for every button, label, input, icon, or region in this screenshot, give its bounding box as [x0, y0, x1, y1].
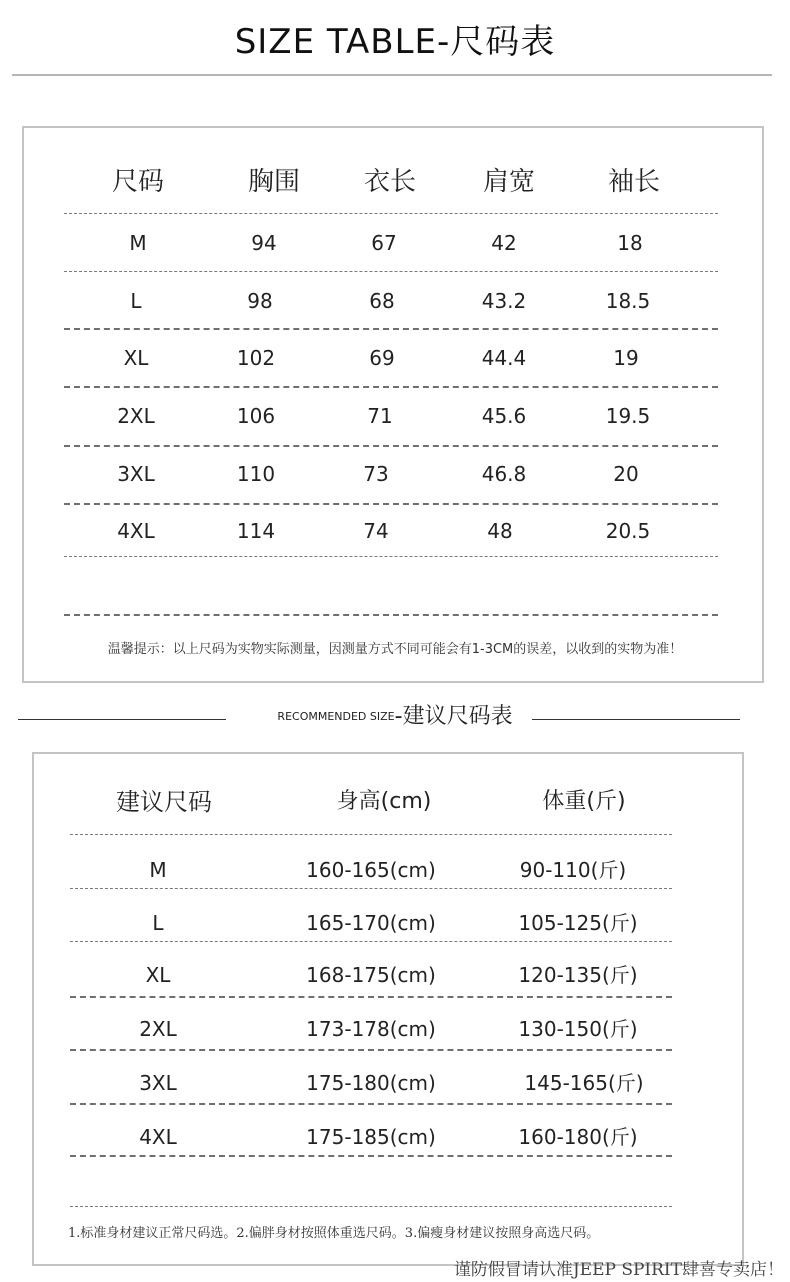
row-divider	[64, 556, 718, 557]
cell-size: XL	[145, 963, 171, 987]
cell-weight: 130-150(斤)	[518, 1017, 638, 1041]
cell-chest: 102	[236, 346, 276, 370]
table-row	[34, 1009, 742, 1049]
cell-height: 175-180(cm)	[306, 1071, 436, 1095]
table-row	[34, 850, 742, 890]
cell-height: 175-185(cm)	[306, 1125, 436, 1149]
cell-height: 165-170(cm)	[306, 911, 436, 935]
row-divider	[64, 503, 718, 505]
header-size: 尺码	[111, 167, 164, 197]
recommended-note: 1.标准身材建议正常尺码选。2.偏胖身材按照体重选尺码。3.偏瘦身材建议按照身高选尺码。	[68, 1226, 600, 1241]
cell-weight: 160-180(斤)	[518, 1125, 638, 1149]
header-shoulder: 肩宽	[482, 167, 535, 197]
cell-size: 2XL	[117, 404, 155, 428]
size-table-header	[24, 162, 762, 202]
table-row	[24, 281, 762, 321]
table-row	[24, 396, 762, 436]
cell-length: 73	[363, 462, 389, 486]
header-recommended-size: 建议尺码	[116, 788, 212, 816]
table-row	[24, 223, 762, 263]
cell-shoulder: 46.8	[481, 462, 527, 486]
cell-length: 71	[367, 404, 393, 428]
cell-weight: 105-125(斤)	[518, 911, 638, 935]
row-divider	[70, 996, 672, 998]
page-title: SIZE TABLE-尺码表	[234, 22, 556, 62]
cell-size: L	[152, 911, 164, 935]
header-weight: 体重(斤)	[542, 789, 626, 814]
cell-chest: 98	[247, 289, 273, 313]
recommended-heading	[0, 700, 790, 734]
recommended-title-main: -建议尺码表	[394, 704, 513, 729]
row-divider	[64, 328, 718, 330]
row-divider	[64, 445, 718, 447]
cell-sleeve: 19	[613, 346, 639, 370]
cell-sleeve: 18	[617, 231, 643, 255]
cell-height: 160-165(cm)	[306, 858, 436, 882]
header-chest: 胸围	[247, 167, 300, 197]
cell-size: 3XL	[117, 462, 155, 486]
row-divider	[70, 1155, 672, 1157]
row-divider	[70, 1103, 672, 1105]
cell-chest: 106	[236, 404, 276, 428]
cell-chest: 110	[236, 462, 276, 486]
heading-line-right	[532, 719, 740, 720]
cell-shoulder: 45.6	[481, 404, 527, 428]
cell-shoulder: 44.4	[481, 346, 527, 370]
cell-shoulder: 43.2	[481, 289, 527, 313]
cell-length: 69	[369, 346, 395, 370]
table-row	[24, 454, 762, 494]
cell-length: 68	[369, 289, 395, 313]
table-row	[34, 903, 742, 943]
table-row	[24, 511, 762, 551]
cell-size: M	[149, 858, 167, 882]
row-divider	[64, 271, 718, 272]
cell-size: XL	[123, 346, 149, 370]
row-divider	[64, 614, 718, 616]
cell-length: 67	[371, 231, 397, 255]
cell-weight: 120-135(斤)	[518, 963, 638, 987]
cell-weight: 145-165(斤)	[524, 1071, 644, 1095]
title-divider	[12, 74, 772, 76]
row-divider	[70, 1049, 672, 1051]
cell-weight: 90-110(斤)	[519, 858, 627, 882]
recommended-title	[0, 700, 790, 734]
cell-height: 168-175(cm)	[306, 963, 436, 987]
recommended-title-small: RECOMMENDED SIZE	[277, 710, 395, 723]
cell-chest: 94	[251, 231, 277, 255]
cell-length: 74	[363, 519, 389, 543]
cell-height: 173-178(cm)	[306, 1017, 436, 1041]
table-row	[34, 1063, 742, 1103]
row-divider	[70, 888, 672, 889]
cell-size: 3XL	[139, 1071, 177, 1095]
cell-size: M	[129, 231, 147, 255]
table-row	[34, 955, 742, 995]
cell-chest: 114	[236, 519, 276, 543]
cell-size: 4XL	[117, 519, 155, 543]
row-divider	[70, 834, 672, 835]
row-divider	[64, 386, 718, 388]
anti-counterfeit-note: 谨防假冒请认准JEEP SPIRIT肆喜专卖店！	[453, 1260, 784, 1280]
header-sleeve: 袖长	[607, 167, 660, 197]
cell-shoulder: 42	[491, 231, 517, 255]
row-divider	[70, 1206, 672, 1207]
row-divider	[70, 941, 672, 942]
size-table	[22, 126, 764, 683]
cell-size: L	[130, 289, 142, 313]
row-divider	[64, 213, 718, 214]
cell-sleeve: 20	[613, 462, 639, 486]
cell-shoulder: 48	[487, 519, 513, 543]
cell-size: 2XL	[139, 1017, 177, 1041]
recommended-size-table	[32, 752, 744, 1266]
cell-sleeve: 19.5	[605, 404, 651, 428]
size-table-note: 温馨提示：以上尺码为实物实际测量，因测量方式不同可能会有1-3CM的误差，以收到的实物为准！	[107, 642, 683, 657]
header-height: 身高(cm)	[336, 789, 432, 814]
cell-size: 4XL	[139, 1125, 177, 1149]
header-length: 衣长	[363, 167, 416, 197]
cell-sleeve: 18.5	[605, 289, 651, 313]
table-row	[34, 1117, 742, 1157]
cell-sleeve: 20.5	[605, 519, 651, 543]
table-row	[24, 338, 762, 378]
recommended-table-header	[34, 782, 742, 822]
